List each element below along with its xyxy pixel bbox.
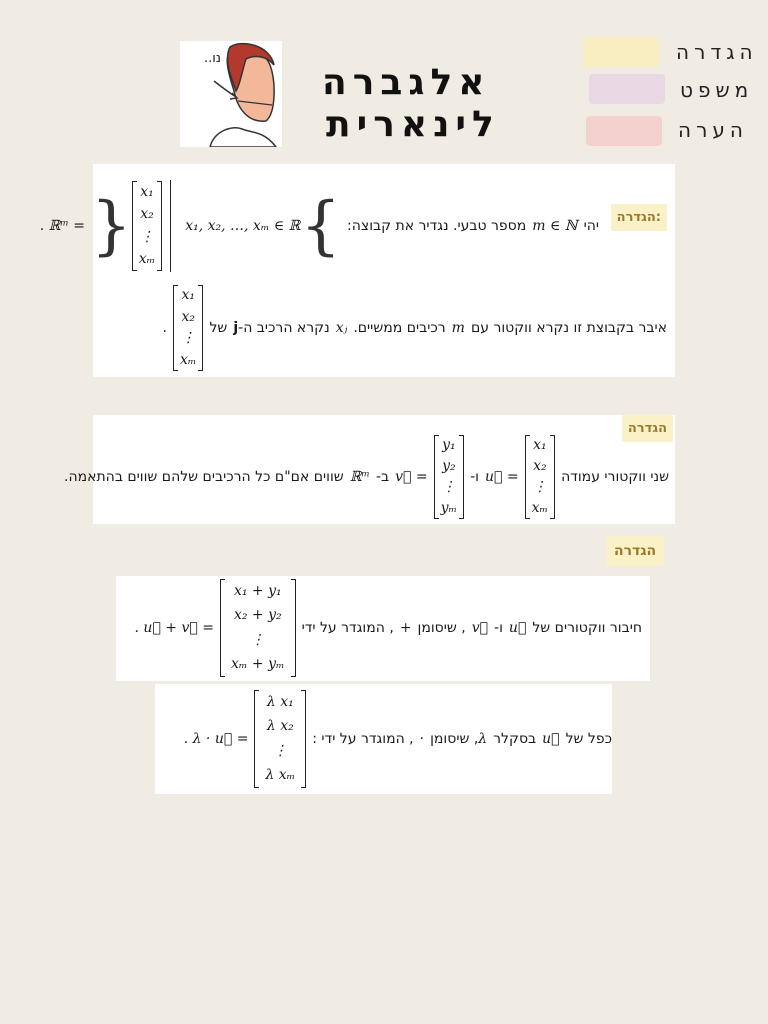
addition-row: חיבור ווקטורים של u⃗ ו- v⃗ , שיסומן + , המוגדר על ידי x₁ + y₁ x₂ + y₂ ⋮ xₘ + yₘ . u⃗ + v⃗ = (135, 578, 642, 678)
set-condition: x₁, x₂, …, xₘ ∈ ℝ (185, 218, 301, 234)
sum-vector: x₁ + y₁ x₂ + y₂ ⋮ xₘ + yₘ (220, 579, 296, 677)
text: יהי (583, 218, 599, 234)
vector-component-row: איבר בקבוצת זו נקרא ווקטור עם m רכיבים ממשיים. xⱼ נקרא הרכיב ה- j של x₁ x₂ ⋮ xₘ . (163, 284, 668, 372)
definition-tag: הגדרה: (611, 204, 667, 231)
legend-swatch-theorem (589, 74, 665, 104)
legend-label-definition: הגדרה (676, 40, 758, 64)
set-definition-row (40, 176, 599, 276)
equality-row: שני ווקטורי עמודה x₁ x₂ ⋮ xₘ u⃗ = ו- y₁ y₂ ⋮ yₘ v⃗ = ב- ℝᵐ שווים אם"ם כל הרכיבים שלהם שווים בהתאמה. (64, 433, 669, 521)
brace-left: { (91, 189, 132, 263)
set-vector: x₁ x₂ ⋮ xₘ (132, 181, 162, 271)
definition-tag-addition: הגדרה (606, 536, 664, 566)
page-title-line2: לינארית (326, 104, 500, 145)
vector-u: x₁ x₂ ⋮ xₘ (525, 435, 555, 519)
scalar-vector: λ x₁ λ x₂ ⋮ λ xₘ (254, 690, 306, 788)
definition-card-scalar (155, 684, 612, 794)
definition-card-addition (116, 576, 650, 681)
legend-label-note: הערה (678, 118, 748, 142)
set-lhs: . ℝᵐ = (39, 218, 86, 234)
math-m-in-n: m ∈ ℕ (532, 218, 578, 234)
avatar-illustration (180, 41, 282, 147)
definition-tag: הגדרה (622, 415, 673, 442)
text: מספר טבעי. נגדיר את קבוצה: (347, 218, 527, 234)
avatar (180, 41, 282, 147)
component-vector: x₁ x₂ ⋮ xₘ (173, 285, 203, 371)
avatar-caption: נו.. (204, 51, 222, 66)
definition-card-equality (64, 415, 675, 524)
vector-v: y₁ y₂ ⋮ yₘ (434, 435, 465, 519)
page-title-line1: אלגברה (322, 62, 491, 103)
definition-card-rm (39, 164, 675, 377)
scalar-row: כפל של u⃗ בסקלר λ , שיסומן · , המוגדר על ידי : λ x₁ λ x₂ ⋮ λ xₘ . λ · u⃗ = (184, 688, 612, 790)
set-separator (170, 180, 171, 272)
legend-label-theorem: משפט (680, 78, 754, 102)
legend-swatch-note (586, 116, 662, 146)
legend-swatch-definition (583, 37, 659, 67)
brace-right: } (300, 189, 342, 263)
